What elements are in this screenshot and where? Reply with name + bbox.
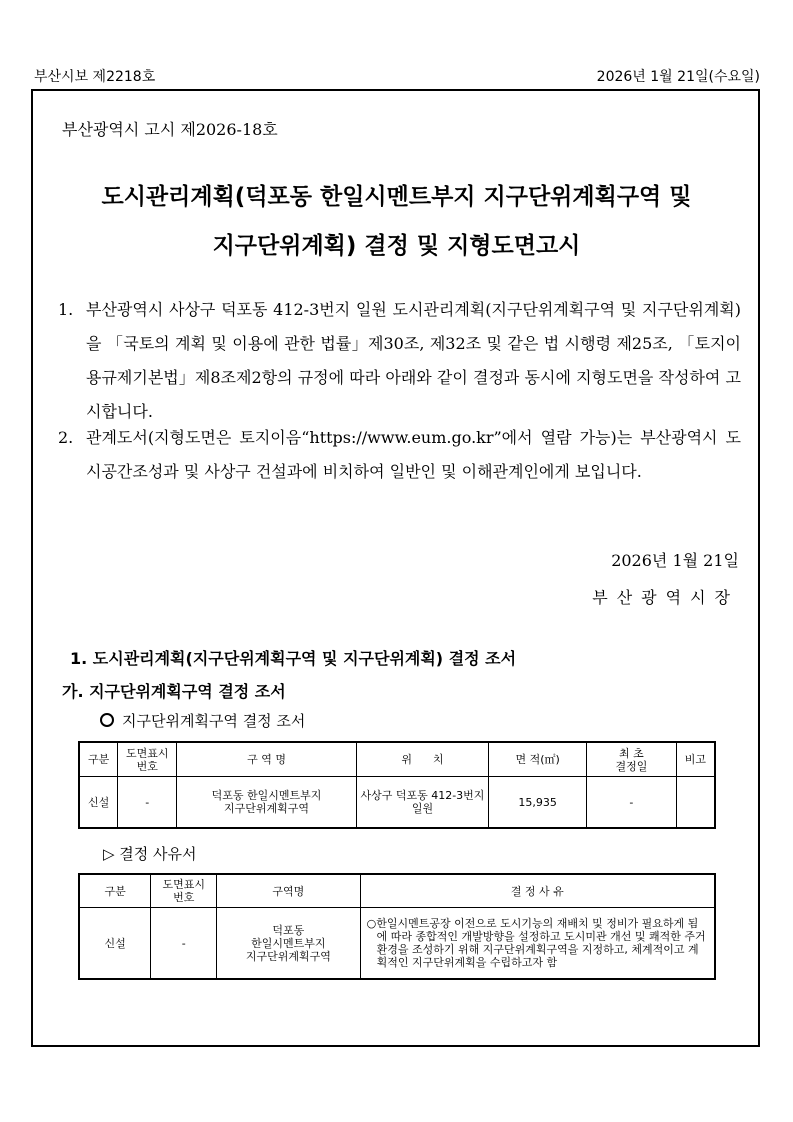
cell: - (118, 777, 177, 829)
notice-number: 부산광역시 고시 제2026-18호 (62, 120, 278, 139)
table-header-row (79, 742, 715, 777)
header-cell: 도면표시 번호 (118, 742, 177, 777)
cell: 사상구 덕포동 412-3번지 일원 (356, 777, 489, 829)
district-designation-table (78, 741, 716, 829)
subsection-heading: 가. 지구단위계획구역 결정 조서 (62, 682, 286, 701)
header-cell: 구 역 명 (177, 742, 356, 777)
cell: 신설 (79, 908, 151, 980)
header-cell: 위 치 (356, 742, 489, 777)
header-cell: 구분 (79, 742, 118, 777)
header-cell: 구역명 (217, 874, 361, 908)
cell: 덕포동 한일시멘트부지 지구단위계획구역 (217, 908, 361, 980)
table2-caption: ▷ 결정 사유서 (103, 845, 197, 863)
table-row (79, 777, 715, 829)
header-cell: 면 적(㎡) (489, 742, 587, 777)
table-row (79, 908, 715, 980)
header-cell: 구분 (79, 874, 151, 908)
header-cell: 결 정 사 유 (360, 874, 715, 908)
decision-reason-table (78, 873, 716, 980)
cell (676, 777, 715, 829)
paragraph-number: 1. (58, 300, 74, 319)
table1-caption (100, 710, 305, 731)
reason-continued: 에 따라 종합적인 개발방향을 설정하고 도시미관 개선 및 쾌적한 주거 환경을 조성하기 위해 지구단위계획구역을 지정하고, 체계적이고 계획적인 지구단위계획을 수립하고자 함 (376, 930, 706, 969)
cell: - (151, 908, 217, 980)
paragraph-text: 관계도서(지형도면은 토지이음“https://www.eum.go.kr”에서 열람 가능)는 부산광역시 도시공간조성과 및 사상구 건설과에 비치하여 일반인 및 이해관계인에게 보입니다. (86, 428, 741, 481)
reason-first-line: ○한일시멘트공장 이전으로 도시기능의 재배치 및 정비가 필요하게 됨 (366, 917, 699, 930)
cell: 신설 (79, 777, 118, 829)
cell: 덕포동 한일시멘트부지 지구단위계획구역 (177, 777, 356, 829)
circle-bullet-icon (100, 713, 114, 727)
table1-caption-text: 지구단위계획구역 결정 조서 (122, 712, 306, 730)
paragraph-1 (58, 293, 741, 429)
header-cell: 최 초 결정일 (587, 742, 677, 777)
cell: - (587, 777, 677, 829)
notice-title-line2: 지구단위계획) 결정 및 지형도면고시 (212, 233, 581, 259)
gazette-date: 2026년 1월 21일(수요일) (596, 69, 760, 85)
gazette-issue: 부산시보 제2218호 (34, 69, 156, 85)
header-cell: 도면표시 번호 (151, 874, 217, 908)
notice-title-line1: 도시관리계획(덕포동 한일시멘트부지 지구단위계획구역 및 (101, 184, 692, 210)
cell: 15,935 (489, 777, 587, 829)
table-header-row (79, 874, 715, 908)
paragraph-2 (58, 421, 741, 489)
signature-date: 2026년 1월 21일 (611, 551, 739, 570)
paragraph-text: 부산광역시 사상구 덕포동 412-3번지 일원 도시관리계획(지구단위계획구역 및 지구단위계획)을 「국토의 계획 및 이용에 관한 법률」제30조, 제32조 및 같은 법 시행령 제25조, 「토지이용규제기본법」제8조제2항의 규정에 따라 아래와 같이 결정과 동시에 지형도면을 작성하여 고시합니다. (86, 300, 741, 421)
paragraph-number: 2. (58, 428, 74, 447)
header-cell: 비고 (676, 742, 715, 777)
section-heading: 1. 도시관리계획(지구단위계획구역 및 지구단위계획) 결정 조서 (70, 649, 517, 668)
reason-cell (360, 908, 715, 980)
signature-issuer: 부산광역시장 (592, 588, 739, 607)
